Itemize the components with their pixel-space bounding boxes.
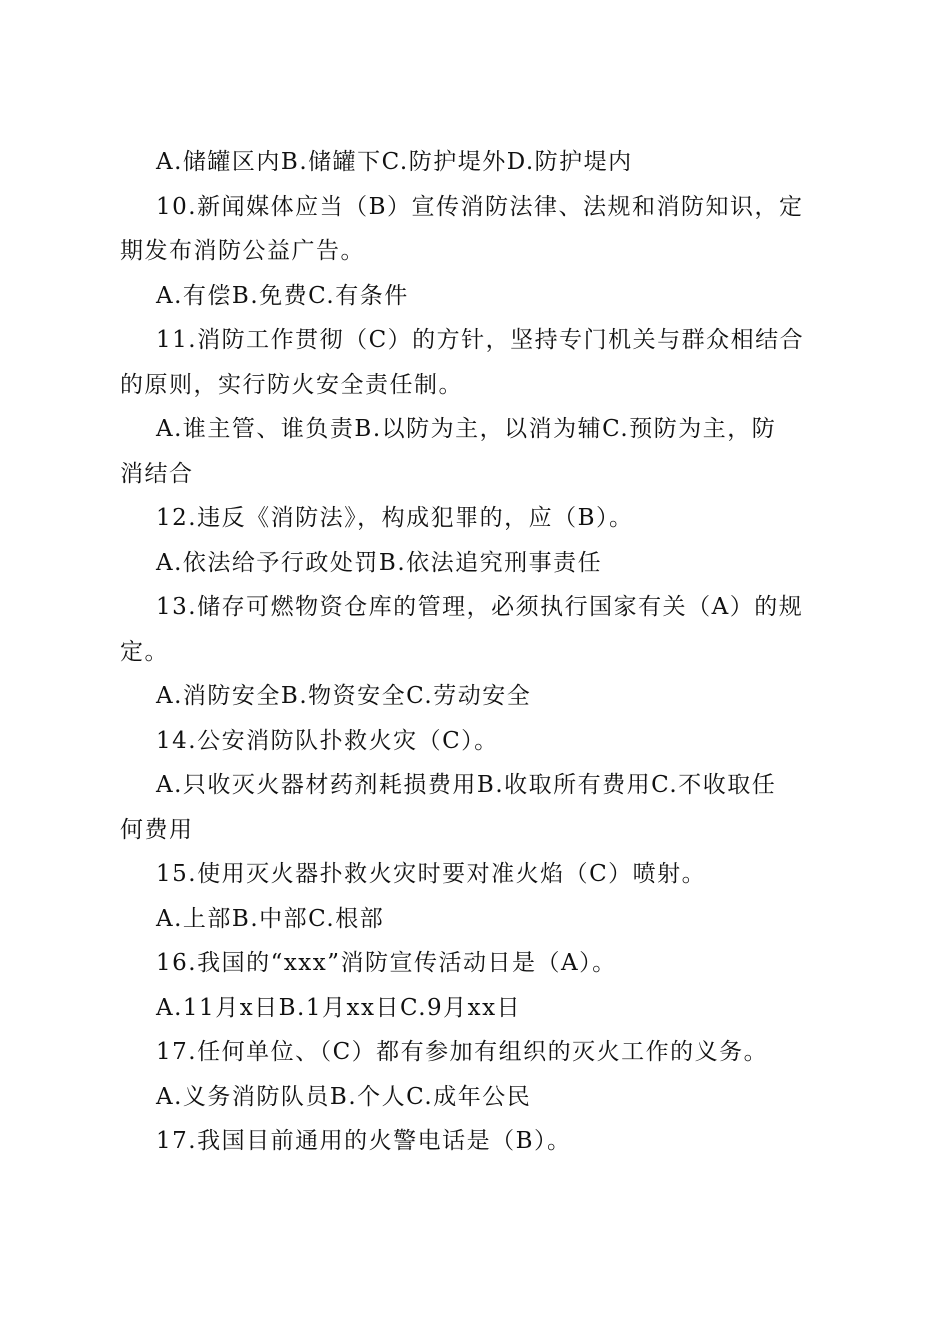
- answer-options-13: A.消防安全B.物资安全C.劳动安全: [156, 683, 532, 709]
- question-13-continued: 定。: [120, 638, 169, 665]
- question-16: 16.我国的“xxx”消防宣传活动日是（A）。: [156, 950, 617, 976]
- question-17a: 17.任何单位、（C）都有参加有组织的灭火工作的义务。: [156, 1039, 769, 1065]
- question-11: 11.消防工作贯彻（C）的方针，坚持专门机关与群众相结合: [156, 327, 805, 353]
- answer-options-10: A.有偿B.免费C.有条件: [156, 282, 409, 309]
- question-12: 12.违反《消防法》，构成犯罪的，应（B）。: [156, 505, 634, 531]
- document-page: [120, 140, 830, 1164]
- answer-options-15: A.上部B.中部C.根部: [156, 905, 385, 932]
- answer-options-14-continued: 何费用: [120, 816, 194, 843]
- question-13: 13.储存可燃物资仓库的管理，必须执行国家有关（A）的规: [156, 594, 804, 620]
- answer-options-12: A.依法给予行政处罚B.依法追究刑事责任: [156, 549, 603, 576]
- answer-options-9: A.储罐区内B.储罐下C.防护堤外D.防护堤内: [156, 149, 633, 175]
- question-10: 10.新闻媒体应当（B）宣传消防法律、法规和消防知识，定: [156, 193, 804, 220]
- answer-options-14: A.只收灭火器材药剂耗损费用B.收取所有费用C.不收取任: [156, 772, 777, 798]
- question-10-continued: 期发布消防公益广告。: [120, 238, 365, 264]
- answer-options-16: A.11月x日B.1月xx日C.9月xx日: [156, 994, 522, 1021]
- answer-options-11: A.谁主管、谁负责B.以防为主，以消为辅C.预防为主，防: [156, 416, 777, 442]
- question-15: 15.使用灭火器扑救火灾时要对准火焰（C）喷射。: [156, 861, 707, 887]
- answer-options-11-continued: 消结合: [120, 460, 194, 487]
- question-11-continued: 的原则，实行防火安全责任制。: [120, 371, 463, 398]
- question-14: 14.公安消防队扑救火灾（C）。: [156, 727, 499, 754]
- answer-options-17a: A.义务消防队员B.个人C.成年公民: [156, 1083, 532, 1110]
- question-17b: 17.我国目前通用的火警电话是（B）。: [156, 1128, 572, 1154]
